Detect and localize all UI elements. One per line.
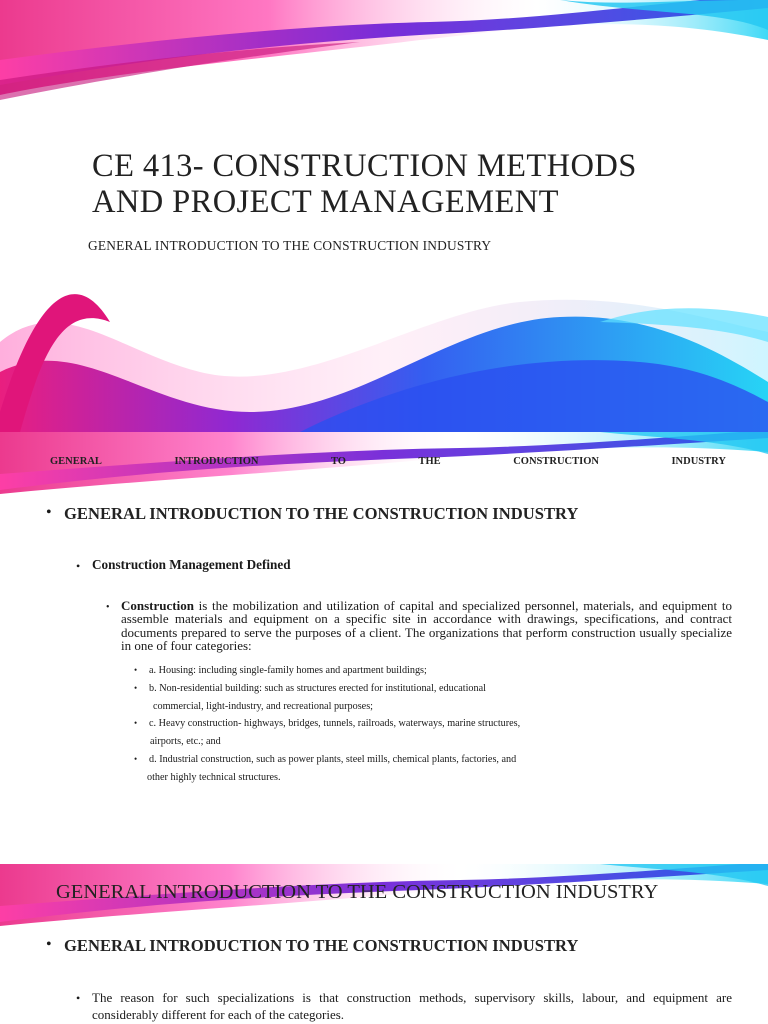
bullet-icon: •	[134, 665, 138, 675]
bullet-icon: •	[134, 682, 138, 693]
bullet-level1: GENERAL INTRODUCTION TO THE CONSTRUCTION INDUSTRY	[64, 936, 579, 955]
header-word: THE	[418, 456, 441, 467]
category-line: b. Non-residential building: such as structures erected for institutional, educational	[149, 682, 486, 694]
bullet-level3	[121, 599, 732, 653]
list-item	[134, 751, 654, 787]
bullet-icon: •	[134, 718, 138, 729]
bullet-level1: GENERAL INTRODUCTION TO THE CONSTRUCTION INDUSTRY	[64, 504, 579, 523]
list-item	[134, 680, 654, 716]
slide-subtitle: GENERAL INTRODUCTION TO THE CONSTRUCTION INDUSTRY	[88, 238, 492, 253]
header-word: CONSTRUCTION	[513, 456, 599, 467]
wave-bottom-decoration	[0, 262, 768, 432]
category-list	[134, 662, 654, 787]
wave-top-decoration	[0, 0, 768, 110]
content-slide-3	[0, 864, 768, 1024]
bullet-level2: The reason for such specializations is that construction methods, supervisory skills, labour, and equipment are considerably different for each of the categories.	[92, 990, 732, 1022]
bullet-level2: Construction Management Defined	[92, 557, 291, 572]
slide-title-line1: CE 413- CONSTRUCTION METHODS	[92, 148, 637, 184]
slide-header: GENERAL INTRODUCTION TO THE CONSTRUCTION INDUSTRY	[56, 881, 659, 903]
bullet-icon: •	[46, 936, 52, 953]
bullet-level3-term: Construction	[121, 598, 194, 613]
header-word: INDUSTRY	[671, 456, 726, 467]
category-line-continued: airports, etc.; and	[150, 736, 221, 748]
bullet-icon: •	[76, 991, 81, 1005]
title-slide	[0, 0, 768, 432]
slide-title-line2: AND PROJECT MANAGEMENT	[92, 184, 559, 220]
list-item	[134, 715, 654, 751]
list-item	[134, 662, 654, 680]
bullet-icon: •	[106, 602, 110, 613]
content-slide-2	[0, 432, 768, 864]
category-line-continued: other highly technical structures.	[147, 771, 281, 783]
bullet-level3-body: is the mobilization and utilization of capital and specialized personnel, materials, and equipment to assemble materials and equipment on a specific site in accordance with drawings, specifications, and contract documents prepared to serve the purposes of a client. The organizations that perform construction usually specialize in one of four categories:	[121, 598, 732, 654]
bullet-icon: •	[76, 559, 81, 573]
header-word: GENERAL	[50, 456, 102, 467]
category-line-continued: commercial, light-industry, and recreational purposes;	[153, 700, 373, 712]
bullet-icon: •	[46, 504, 52, 521]
category-line: a. Housing: including single-family homes and apartment buildings;	[149, 665, 427, 676]
category-line: c. Heavy construction- highways, bridges, tunnels, railroads, waterways, marine structures,	[149, 718, 521, 730]
slide-header	[50, 456, 726, 467]
slide-title	[92, 148, 732, 220]
wave-header-decoration	[0, 432, 768, 502]
bullet-icon: •	[134, 753, 138, 764]
category-line: d. Industrial construction, such as power plants, steel mills, chemical plants, factories, and	[149, 753, 517, 765]
header-word: TO	[330, 456, 346, 467]
header-word: INTRODUCTION	[174, 456, 259, 467]
